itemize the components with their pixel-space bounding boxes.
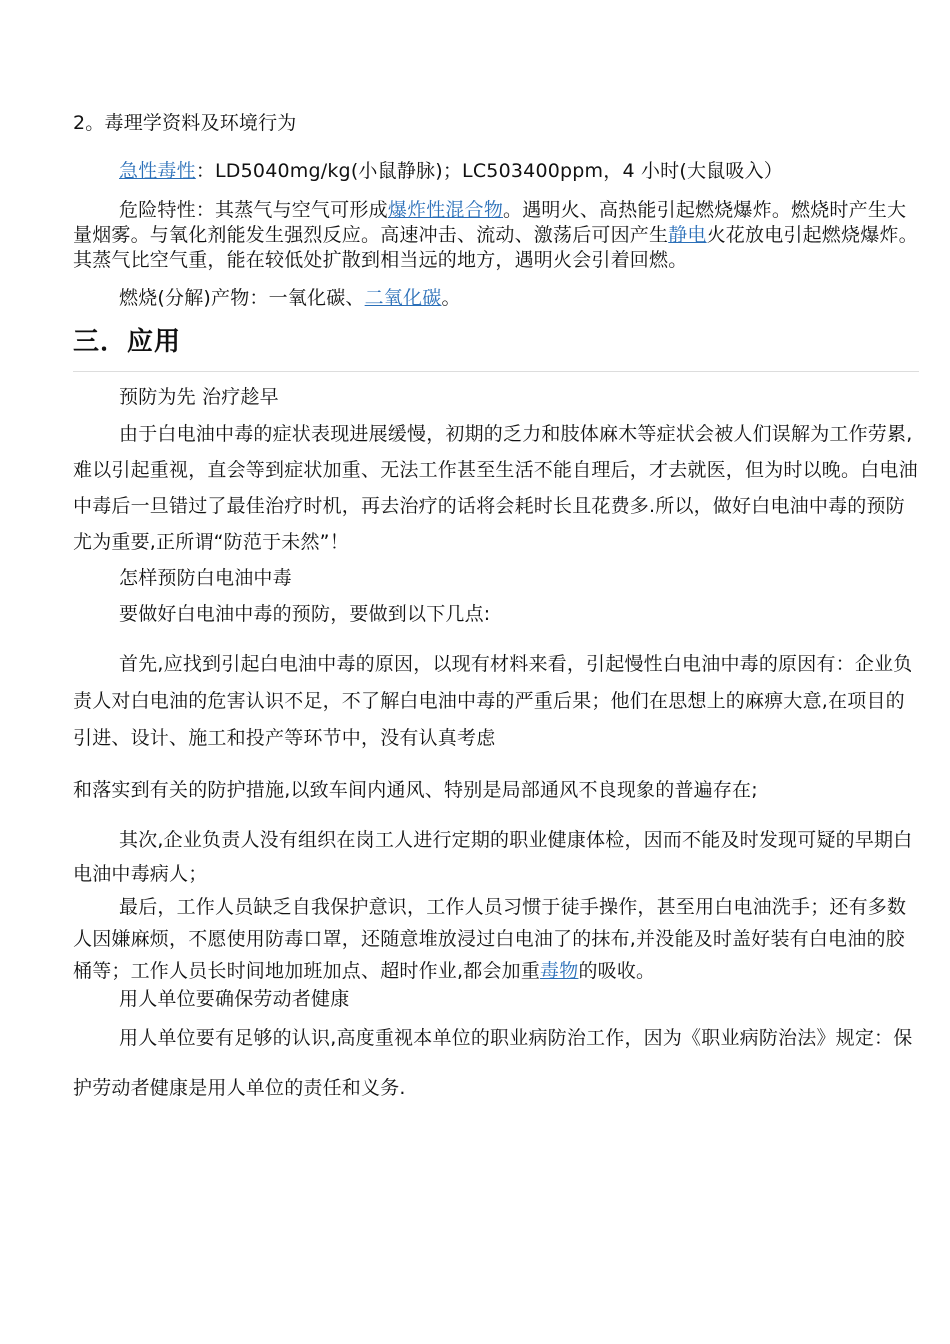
hazard-text-3: 火花放电引起燃烧爆炸。其蒸气比空气重，能在较低处扩散到相当远的地方，遇明火会引着回燃。 bbox=[73, 224, 918, 271]
acute-toxicity-link[interactable]: 急性毒性 bbox=[119, 160, 196, 182]
paragraph-points-intro: 要做好白电油中毒的预防，要做到以下几点: bbox=[119, 603, 491, 625]
subheading-how-to-prevent: 怎样预防白电油中毒 bbox=[119, 567, 292, 589]
hazard-text-2: 。遇明火、高热能引起燃烧爆炸。燃烧时产生大量烟雾。与氧化剂能发生强烈反应。高速冲击、流动、激荡后可因产生 bbox=[73, 199, 907, 246]
last-cause-text-2: 的吸收。 bbox=[578, 960, 656, 982]
toxicant-link[interactable]: 毒物 bbox=[540, 960, 579, 982]
hazard-paragraph bbox=[73, 198, 919, 273]
acute-toxicity-paragraph bbox=[73, 154, 919, 188]
section2-title: 2。毒理学资料及环境行为 bbox=[73, 112, 297, 134]
carbon-dioxide-link[interactable]: 二氧化碳 bbox=[364, 287, 442, 309]
combustion-text-1: 燃烧(分解)产物：一氧化碳、 bbox=[119, 287, 365, 309]
acute-toxicity-text: ：LD5040mg/kg(小鼠静脉)；LC503400ppm，4 小时(大鼠吸入） bbox=[195, 160, 783, 182]
paragraph-second-cause: 其次,企业负责人没有组织在岗工人进行定期的职业健康体检，因而不能及时发现可疑的早期白电油中毒病人； bbox=[73, 829, 913, 885]
static-electricity-link[interactable]: 静电 bbox=[668, 224, 707, 246]
explosive-mixture-link[interactable]: 爆炸性混合物 bbox=[387, 199, 504, 221]
subheading-employer-duty: 用人单位要确保劳动者健康 bbox=[119, 988, 350, 1010]
document-body bbox=[73, 104, 919, 1113]
paragraph-first-cause-continued: 和落实到有关的防护措施,以致车间内通风、特别是局部通风不良现象的普遍存在; bbox=[73, 779, 758, 801]
paragraph-employer-duty: 用人单位要有足够的认识,高度重视本单位的职业病防治工作，因为《职业病防治法》规定：保护劳动者健康是用人单位的责任和义务. bbox=[73, 1027, 913, 1099]
hazard-text-1: 危险特性：其蒸气与空气可形成 bbox=[119, 199, 388, 221]
combustion-paragraph bbox=[73, 281, 919, 315]
paragraph-last-cause bbox=[73, 891, 919, 987]
last-cause-text-1: 最后，工作人员缺乏自我保护意识，工作人员习惯于徒手操作，甚至用白电油洗手；还有多数人因嫌麻烦，不愿使用防毒口罩，还随意堆放浸过白电油了的抹布,并没能及时盖好装有白电油的胶桶等；工作人员长时间地加班加点、超时作业,都会加重 bbox=[73, 896, 907, 982]
paragraph-slow-progression: 由于白电油中毒的症状表现进展缓慢，初期的乏力和肢体麻木等症状会被人们误解为工作劳累,难以引起重视，直会等到症状加重、无法工作甚至生活不能自理后，才去就医，但为时以晚。白电油中毒后一旦错过了最佳治疗时机，再去治疗的话将会耗时长且花费多.所以，做好白电油中毒的预防尤为重要,正所谓“防范于未然”！ bbox=[73, 423, 918, 553]
section3-heading: 三．应用 bbox=[73, 323, 919, 372]
combustion-text-2: 。 bbox=[441, 287, 461, 309]
subheading-prevention-first: 预防为先 治疗趁早 bbox=[119, 386, 279, 408]
paragraph-first-cause: 首先,应找到引起白电油中毒的原因，以现有材料来看，引起慢性白电油中毒的原因有：企业负责人对白电油的危害认识不足，不了解白电油中毒的严重后果；他们在思想上的麻痹大意,在项目的引进、设计、施工和投产等环节中，没有认真考虑 bbox=[73, 653, 913, 749]
